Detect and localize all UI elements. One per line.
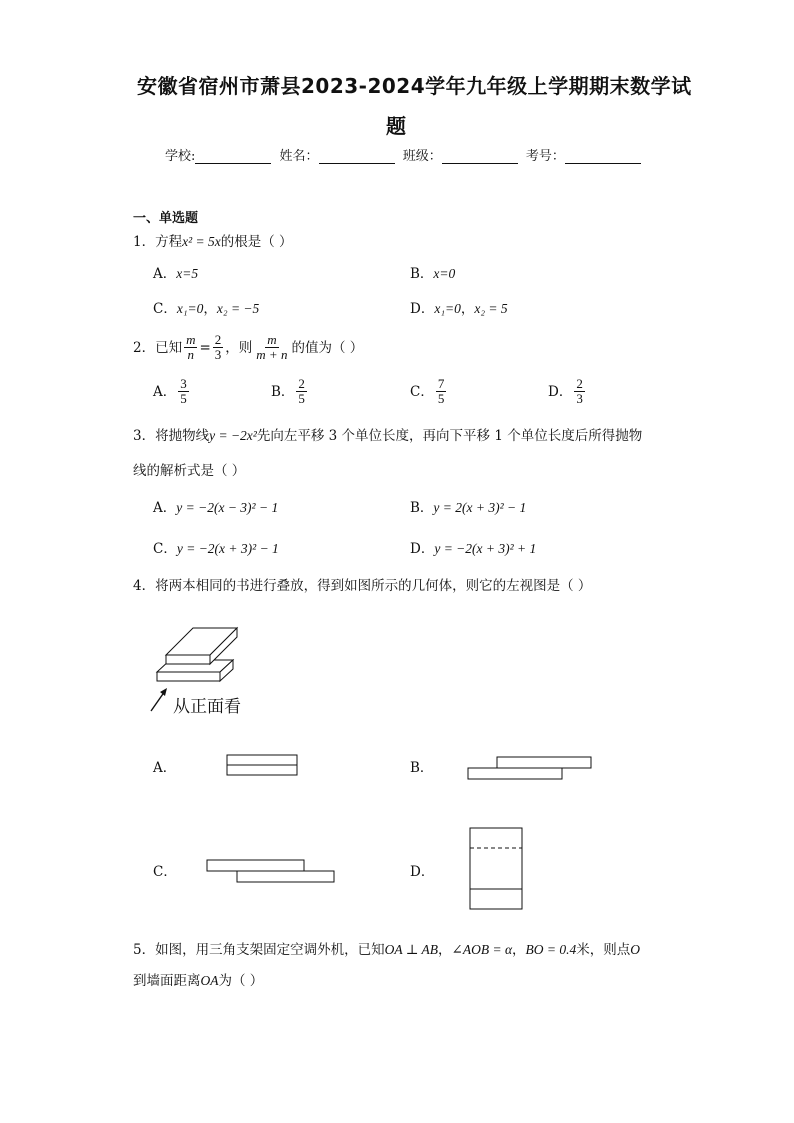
q2-c-num: 7 bbox=[437, 376, 445, 391]
question-3-line2: 线的解析式是（ ） bbox=[133, 463, 246, 479]
q2-fraction-target bbox=[254, 333, 289, 362]
q3-text-b: 先向左平移 3 个单位长度，再向下平移 1 个单位长度后所得抛物 bbox=[256, 428, 643, 444]
q2-option-a-fraction bbox=[178, 377, 189, 406]
q4-option-a-label[interactable]: A． bbox=[153, 760, 177, 776]
q2-a-den: 5 bbox=[180, 391, 187, 406]
school-field[interactable] bbox=[195, 149, 271, 164]
q1-option-a-label: A． bbox=[153, 266, 177, 282]
q1-option-d-sep: ， bbox=[460, 301, 475, 317]
q2-option-d-label: D． bbox=[548, 383, 573, 400]
question-2 bbox=[133, 333, 363, 362]
q2-option-d-fraction bbox=[574, 377, 585, 406]
q2-c-den: 5 bbox=[437, 391, 445, 406]
question-1 bbox=[133, 233, 293, 251]
page-title-line1: 安徽省宿州市萧县2023-2024学年九年级上学期期末数学试 bbox=[137, 74, 692, 98]
q2-fraction-2-over-3 bbox=[213, 333, 224, 362]
q2-d-num: 2 bbox=[576, 376, 583, 391]
q1-option-d[interactable] bbox=[410, 300, 508, 318]
q2-f1-num: m bbox=[186, 332, 196, 347]
q2-option-a[interactable] bbox=[153, 377, 191, 406]
q2-number: 2．已知 bbox=[133, 339, 183, 356]
q3-option-d[interactable] bbox=[410, 540, 536, 558]
q2-b-num: 2 bbox=[298, 376, 305, 391]
q2-option-b-label: B． bbox=[271, 383, 295, 400]
q2-b-den: 5 bbox=[298, 391, 305, 406]
stacked-books-figure bbox=[150, 620, 250, 690]
q2-option-c-fraction bbox=[436, 377, 447, 406]
q3-option-d-label: D． bbox=[410, 541, 435, 557]
q5-segment-oa: OA bbox=[200, 973, 219, 988]
q5-angle: ∠AOB = α bbox=[451, 942, 513, 957]
q1-number: 1．方程 bbox=[133, 234, 183, 250]
q1-option-d-part2: x₂ = 5 bbox=[474, 301, 508, 316]
q1-option-d-label: D． bbox=[410, 301, 435, 317]
q4-option-c-label[interactable]: C． bbox=[153, 864, 177, 880]
question-3-line1 bbox=[133, 427, 642, 445]
q5-length: BO = 0.4 bbox=[525, 942, 577, 957]
q2-f3-den: m + n bbox=[256, 347, 288, 362]
q3-option-c[interactable] bbox=[153, 540, 279, 558]
q5-sep1: ， bbox=[438, 942, 452, 958]
q3-function: y = −2x² bbox=[209, 428, 257, 443]
q2-mid: ，则 bbox=[225, 339, 253, 356]
q3-option-b-label: B． bbox=[410, 500, 434, 516]
q5-point-o: O bbox=[630, 942, 641, 957]
q2-equals: = bbox=[199, 339, 211, 356]
q1-option-b[interactable] bbox=[410, 265, 455, 283]
q1-tail: 的根是（ ） bbox=[220, 234, 293, 250]
school-label: 学校: bbox=[165, 149, 196, 164]
name-label: 姓名： bbox=[279, 149, 319, 164]
page-title-line2: 题 bbox=[386, 114, 407, 138]
q2-tail: 的值为（ ） bbox=[291, 339, 364, 356]
q3-option-c-text: y = −2(x + 3)² − 1 bbox=[176, 541, 279, 556]
arrow-icon bbox=[148, 686, 170, 714]
q3-option-b-text: y = 2(x + 3)² − 1 bbox=[433, 500, 527, 515]
q3-text-a: 3．将抛物线 bbox=[133, 428, 210, 444]
q4-option-a-figure[interactable] bbox=[226, 754, 300, 778]
q5-text-b: 米，则点 bbox=[576, 942, 631, 958]
q2-option-b[interactable] bbox=[271, 377, 309, 406]
q3-option-c-label: C． bbox=[153, 541, 177, 557]
q2-option-c[interactable] bbox=[410, 377, 448, 406]
q1-option-c-part1: x₁=0 bbox=[176, 301, 204, 316]
q4-option-b-label[interactable]: B． bbox=[410, 760, 434, 776]
q2-a-num: 3 bbox=[180, 376, 187, 391]
q2-option-c-label: C． bbox=[410, 383, 434, 400]
info-line bbox=[165, 145, 645, 164]
question-5-line1 bbox=[133, 941, 640, 959]
top-book-front bbox=[166, 655, 210, 664]
q1-option-d-part1: x₁=0 bbox=[434, 301, 461, 316]
q2-d-den: 3 bbox=[576, 391, 583, 406]
q2-f2-num: 2 bbox=[214, 332, 222, 347]
q2-f3-num: m bbox=[267, 332, 277, 347]
q4-option-d-label[interactable]: D． bbox=[410, 864, 435, 880]
q2-f1-den: n bbox=[187, 347, 195, 362]
class-label: 班级： bbox=[402, 149, 442, 164]
q5-perpendicular: OA ⊥ AB bbox=[384, 942, 439, 957]
q1-option-c[interactable] bbox=[153, 300, 259, 318]
q1-option-a-text: x=5 bbox=[176, 266, 199, 281]
q4-option-c-figure[interactable] bbox=[205, 858, 339, 886]
q5-text-d: 为（ ） bbox=[218, 973, 264, 989]
q1-option-c-sep: ， bbox=[203, 301, 217, 317]
q2-fraction-m-over-n bbox=[184, 333, 197, 362]
q5-text-a: 5．如图，用三角支架固定空调外机，已知 bbox=[133, 942, 385, 958]
id-label: 考号： bbox=[525, 149, 565, 164]
q1-option-b-text: x=0 bbox=[433, 266, 456, 281]
q3-option-d-text: y = −2(x + 3)² + 1 bbox=[434, 541, 537, 556]
q3-option-a[interactable] bbox=[153, 499, 278, 517]
name-field[interactable] bbox=[319, 149, 395, 164]
q3-option-b[interactable] bbox=[410, 499, 526, 517]
q3-option-a-label: A． bbox=[153, 500, 177, 516]
question-4: 4．将两本相同的书进行叠放，得到如图所示的几何体，则它的左视图是（ ） bbox=[133, 578, 592, 594]
id-field[interactable] bbox=[565, 149, 641, 164]
q4-option-d-figure[interactable] bbox=[468, 826, 526, 914]
section-heading: 一、单选题 bbox=[133, 211, 199, 226]
q3-option-a-text: y = −2(x − 3)² − 1 bbox=[176, 500, 279, 515]
q1-equation: x² = 5x bbox=[182, 234, 221, 249]
bottom-book-front bbox=[157, 672, 220, 681]
q1-option-a[interactable] bbox=[153, 265, 198, 283]
q1-option-c-part2: x₂ = −5 bbox=[216, 301, 260, 316]
q5-text-c: 到墙面距离 bbox=[133, 973, 201, 989]
q1-option-c-label: C． bbox=[153, 301, 177, 317]
view-caption: 从正面看 bbox=[173, 697, 241, 717]
q2-option-a-label: A． bbox=[153, 383, 177, 400]
q2-option-b-fraction bbox=[296, 377, 307, 406]
q2-option-d[interactable] bbox=[548, 377, 587, 406]
q5-sep2: ， bbox=[512, 942, 526, 958]
class-field[interactable] bbox=[442, 149, 518, 164]
q1-option-b-label: B． bbox=[410, 266, 434, 282]
question-5-line2 bbox=[133, 972, 263, 990]
q4-option-b-figure[interactable] bbox=[466, 755, 596, 783]
q2-f2-den: 3 bbox=[214, 347, 222, 362]
